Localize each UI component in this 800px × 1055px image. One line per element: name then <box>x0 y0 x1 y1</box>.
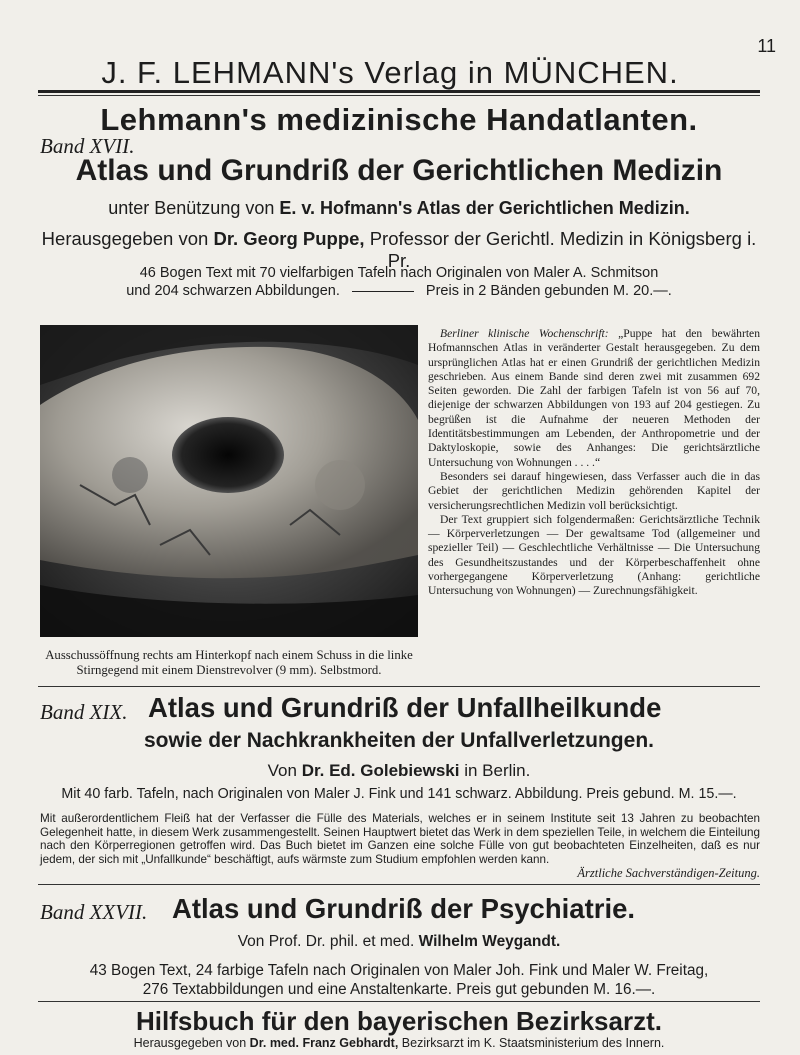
book3-author-prefix: Von Prof. Dr. phil. et med. <box>237 933 415 950</box>
series-title: Lehmann's medizinische Handatlanten. <box>100 102 698 137</box>
publisher-header: J. F. LEHMANN's Verlag in MÜNCHEN. <box>101 55 679 90</box>
divider-rule <box>38 1001 760 1002</box>
book3-author <box>38 933 760 951</box>
book2-author-name: Dr. Ed. Golebiewski <box>301 761 460 780</box>
book1-editor-prefix: Herausgegeben von <box>41 228 209 249</box>
book1-subtitle <box>38 198 760 219</box>
book3-details-line1: 43 Bogen Text, 24 farbige Tafeln nach Originalen von Maler Joh. Fink und Maler W. Freitag, <box>89 962 709 979</box>
header-rule-thin <box>38 95 760 96</box>
dash-rule <box>352 291 414 292</box>
book1-review <box>428 327 760 599</box>
review-paragraph-3: Der Text gruppiert sich folgendermaßen: Gerichtsärztliche Technik — Körperverletzungen — Der gewaltsame Tod (allgemeiner und spezieller Teil) — Geschlechtliche Verhältnisse — Die Untersuchung des Gesundheitszustandes und der Körperbeschaffenheit ohne vorhergegangene Körperverletzung (Anhang: gerichtliche Untersuchung von Wohnungen) — Zurechnungsfähigkeit. <box>428 512 760 598</box>
divider-rule <box>38 884 760 885</box>
book1-details-illustrations: und 204 schwarzen Abbildungen. <box>126 283 340 299</box>
book1-title: Atlas und Grundriß der Gerichtlichen Medizin <box>75 154 723 187</box>
book2-review: Mit außerordentlichem Fleiß hat der Verfasser die Fülle des Materials, welches er in seinem Institute seit 13 Jahren zu beobachten Gelegenheit hatte, in diesem Werk zusammengestellt. Seinen Hauptwert bietet das Werk in dem speziellen Teile, in welchem die Einteilung nach den Körperregionen getroffen wird. Das Buch bietet im Ganzen eine solche Fülle von gut beobachteten Einzelheiten, daß es nur jedem, der sich mit „Unfallkunde“ beschäftigt, aufs wärmste zum Studium empfohlen werden kann. <box>40 812 760 866</box>
book2-author <box>38 761 760 781</box>
page-number: 11 <box>757 36 776 56</box>
band-label-xix: Band XIX. <box>40 700 128 724</box>
book3-author-name: Wilhelm Weygandt. <box>418 933 561 950</box>
review-paragraph-2: Besonders sei darauf hingewiesen, dass Verfasser auch die in das Gebiet der gerichtlichen Medizin gehörenden Kapitel der versicherungsrechtlichen Medizin voll berücksichtigt. <box>428 469 760 512</box>
divider-rule <box>38 686 760 687</box>
header-rule-thick <box>38 90 760 93</box>
book1-price: Preis in 2 Bänden gebunden M. 20.—. <box>425 283 672 299</box>
book2-author-prefix: Von <box>267 761 297 780</box>
photo-caption: Ausschussöffnung rechts am Hinterkopf nach einem Schuss in die linke Stirngegend mit einem Dienstrevolver (9 mm). Selbstmord. <box>45 648 413 677</box>
book2-author-suffix: in Berlin. <box>464 761 531 780</box>
book1-subtitle-name: E. v. Hofmann's Atlas der Gerichtlichen Medizin. <box>279 198 690 218</box>
skull-photograph <box>40 325 418 637</box>
book4-title: Hilfsbuch für den bayerischen Bezirksarzt. <box>136 1006 662 1036</box>
book2-subtitle: sowie der Nachkrankheiten der Unfallverletzungen. <box>144 729 654 752</box>
book1-subtitle-prefix: unter Benützung von <box>108 198 275 218</box>
book4-editor-prefix: Herausgegeben von <box>133 1036 247 1050</box>
book2-review-source: Ärztliche Sachverständigen-Zeitung. <box>577 866 760 880</box>
review-source: Berliner klinische Wochenschrift: <box>440 327 609 340</box>
band-label-xxvii: Band XXVII. <box>40 900 148 924</box>
band-label-xvii: Band XVII. <box>40 134 135 158</box>
book4-editor-suffix: Bezirksarzt im K. Staatsministerium des Innern. <box>401 1036 665 1050</box>
book2-title: Atlas und Grundriß der Unfallheilkunde <box>148 692 662 723</box>
book1-editor-name: Dr. Georg Puppe, <box>213 228 365 249</box>
review-paragraph-1: „Puppe hat den bewährten Hofmannschen Atlas in veränderter Gestalt herausgegeben. Zu dem ursprünglichen Atlas hat er einen Grundriß der gerichtlichen Medizin geschrieben. Aus einem Bande sind deren zwei mit zusammen 692 Seiten geworden. Die Zahl der farbigen Tafeln ist von 56 auf 70, diejenige der schwarzen Abbildungen von 193 auf 204 gestiegen. Zu begrüßen ist die Aufnahme der neueren Methoden der Identitätsbestimmungen am Lebenden, der Anthropometrie und der Daktyloskopie, sowie des Anhanges: Die gerichtsärztliche Untersuchung von Wohnungen . . . .“ <box>428 327 761 469</box>
book1-details-line1: 46 Bogen Text mit 70 vielfarbigen Tafeln nach Originalen von Maler A. Schmitson <box>139 265 659 281</box>
book4-editor-name: Dr. med. Franz Gebhardt, <box>249 1036 399 1050</box>
book4-editor <box>38 1036 760 1050</box>
book3-details-line2: 276 Textabbildungen und eine Anstaltenkarte. Preis gut gebunden M. 16.—. <box>142 981 656 998</box>
book3-title: Atlas und Grundriß der Psychiatrie. <box>172 893 636 924</box>
book1-details-line2 <box>38 283 760 299</box>
book1-editor-suffix: Professor der Gerichtl. Medizin in Königsberg i. Pr. <box>369 228 757 271</box>
book2-details: Mit 40 farb. Tafeln, nach Originalen von Maler J. Fink und 141 schwarz. Abbildung. Preis gebund. M. 15.—. <box>61 786 737 802</box>
